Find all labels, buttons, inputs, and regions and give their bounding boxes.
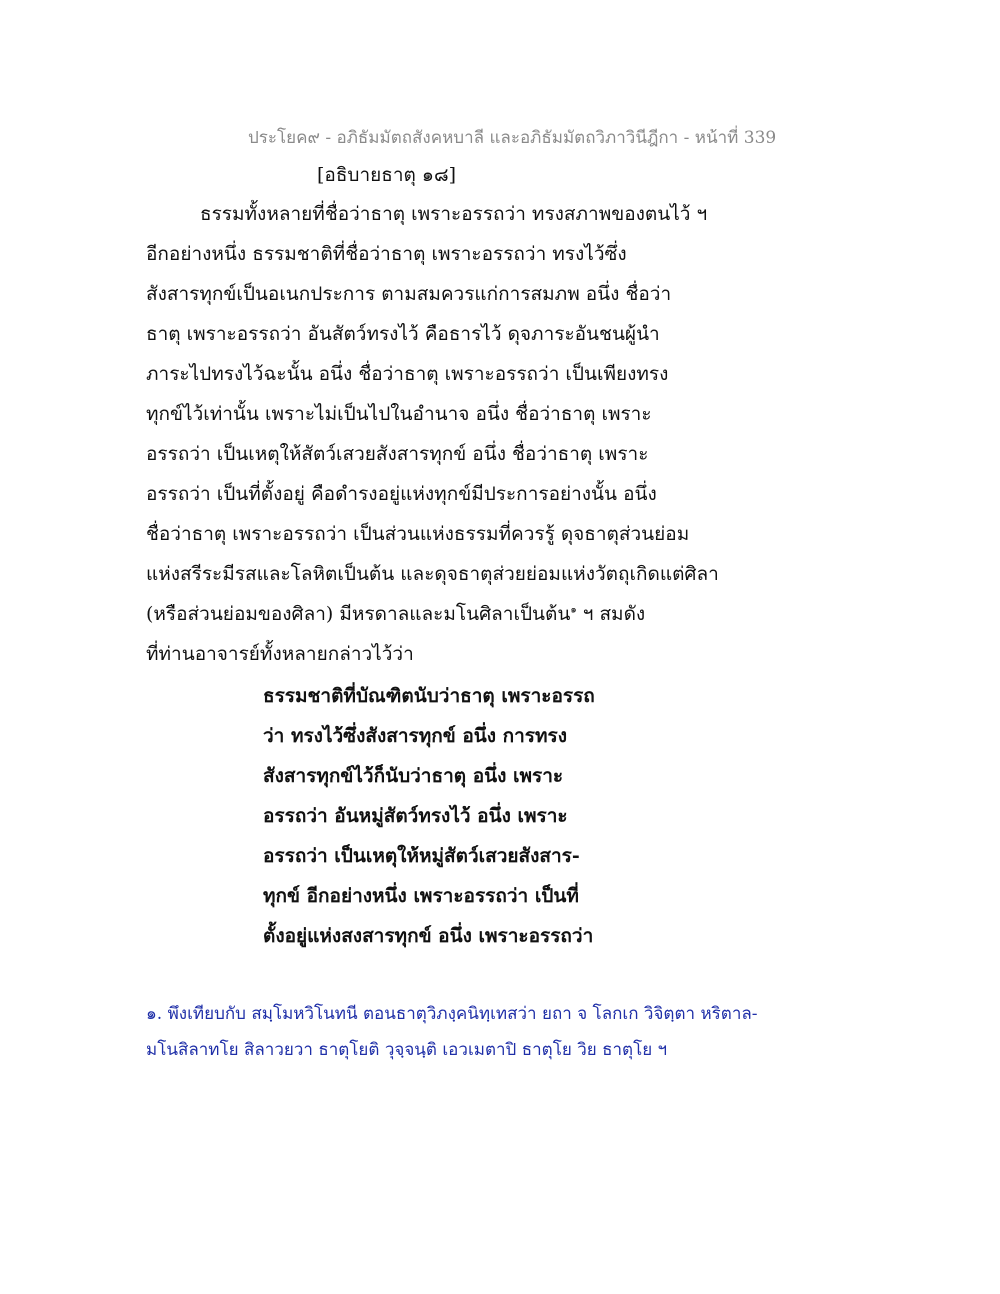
body-line: ที่ท่านอาจารย์ทั้งหลายกล่าวไว้ว่า	[146, 643, 414, 665]
footnote-line: มโนสิลาทโย สิลาวยวา ธาตุโยติ วุจฺจนฺติ เอวเมตาปิ ธาตุโย วิย ธาตุโย ฯ	[146, 1040, 668, 1060]
verse-line: ธรรมชาติที่บัณฑิตนับว่าธาตุ เพราะอรรถ	[263, 685, 595, 707]
body-line: อรรถว่า เป็นเหตุให้สัตว์เสวยสังสารทุกข์ อนึ่ง ชื่อว่าธาตุ เพราะ	[146, 443, 649, 465]
verse-line: ตั้งอยู่แห่งสงสารทุกข์ อนึ่ง เพราะอรรถว่า	[263, 925, 594, 947]
verse-line: อรรถว่า อันหมู่สัตว์ทรงไว้ อนึ่ง เพราะ	[263, 805, 568, 827]
verse-line: อรรถว่า เป็นเหตุให้หมู่สัตว์เสวยสังสาร-	[263, 845, 580, 867]
body-line: อีกอย่างหนึ่ง ธรรมชาติที่ชื่อว่าธาตุ เพราะอรรถว่า ทรงไว้ซึ่ง	[146, 243, 627, 265]
footnote-marker: ๑	[570, 604, 577, 616]
body-line-tail: ฯ สมดัง	[576, 603, 646, 625]
body-line: สังสารทุกข์เป็นอเนกประการ ตามสมควรแก่การสมภพ อนึ่ง ชื่อว่า	[146, 283, 672, 305]
verse-line: ว่า ทรงไว้ซึ่งสังสารทุกข์ อนึ่ง การทรง	[263, 725, 568, 747]
verse-line: สังสารทุกข์ไว้ก็นับว่าธาตุ อนึ่ง เพราะ	[263, 765, 564, 787]
section-title: [อธิบายธาตุ ๑๘]	[317, 164, 457, 186]
footnote-line: ๑. พึงเทียบกับ สมฺโมหวิโนทนี ตอนธาตุวิภงฺคนิทฺเทสว่า ยถา จ โลกเก วิจิตฺตา หริตาล-	[146, 1004, 758, 1024]
body-line: อรรถว่า เป็นที่ตั้งอยู่ คือดำรงอยู่แห่งทุกข์มีประการอย่างนั้น อนึ่ง	[146, 483, 657, 505]
body-line: ธาตุ เพราะอรรถว่า อันสัตว์ทรงไว้ คือธารไว้ ดุจภาระอันชนผู้นำ	[146, 323, 660, 345]
page-header: ประโยค๙ - อภิธัมมัตถสังคหบาลี และอภิธัมมัตถวิภาวินีฎีกา - หน้าที่ 339	[248, 128, 777, 148]
body-line: ธรรมทั้งหลายที่ชื่อว่าธาตุ เพราะอรรถว่า ทรงสภาพของตนไว้ ฯ	[200, 203, 708, 225]
body-line: ชื่อว่าธาตุ เพราะอรรถว่า เป็นส่วนแห่งธรรมที่ควรรู้ ดุจธาตุส่วนย่อม	[146, 523, 690, 545]
body-line	[146, 605, 645, 624]
body-line-text: (หรือส่วนย่อมของศิลา) มีหรดาลและมโนศิลาเป็นต้น	[146, 603, 571, 625]
verse-line: ทุกข์ อีกอย่างหนึ่ง เพราะอรรถว่า เป็นที่	[263, 885, 579, 907]
body-line: แห่งสรีระมีรสและโลหิตเป็นต้น และดุจธาตุส่วยย่อมแห่งวัตถุเกิดแต่ศิลา	[146, 563, 719, 585]
body-line: ทุกข์ไว้เท่านั้น เพราะไม่เป็นไปในอำนาจ อนึ่ง ชื่อว่าธาตุ เพราะ	[146, 403, 652, 425]
body-line: ภาระไปทรงไว้ฉะนั้น อนึ่ง ชื่อว่าธาตุ เพราะอรรถว่า เป็นเพียงทรง	[146, 363, 669, 385]
